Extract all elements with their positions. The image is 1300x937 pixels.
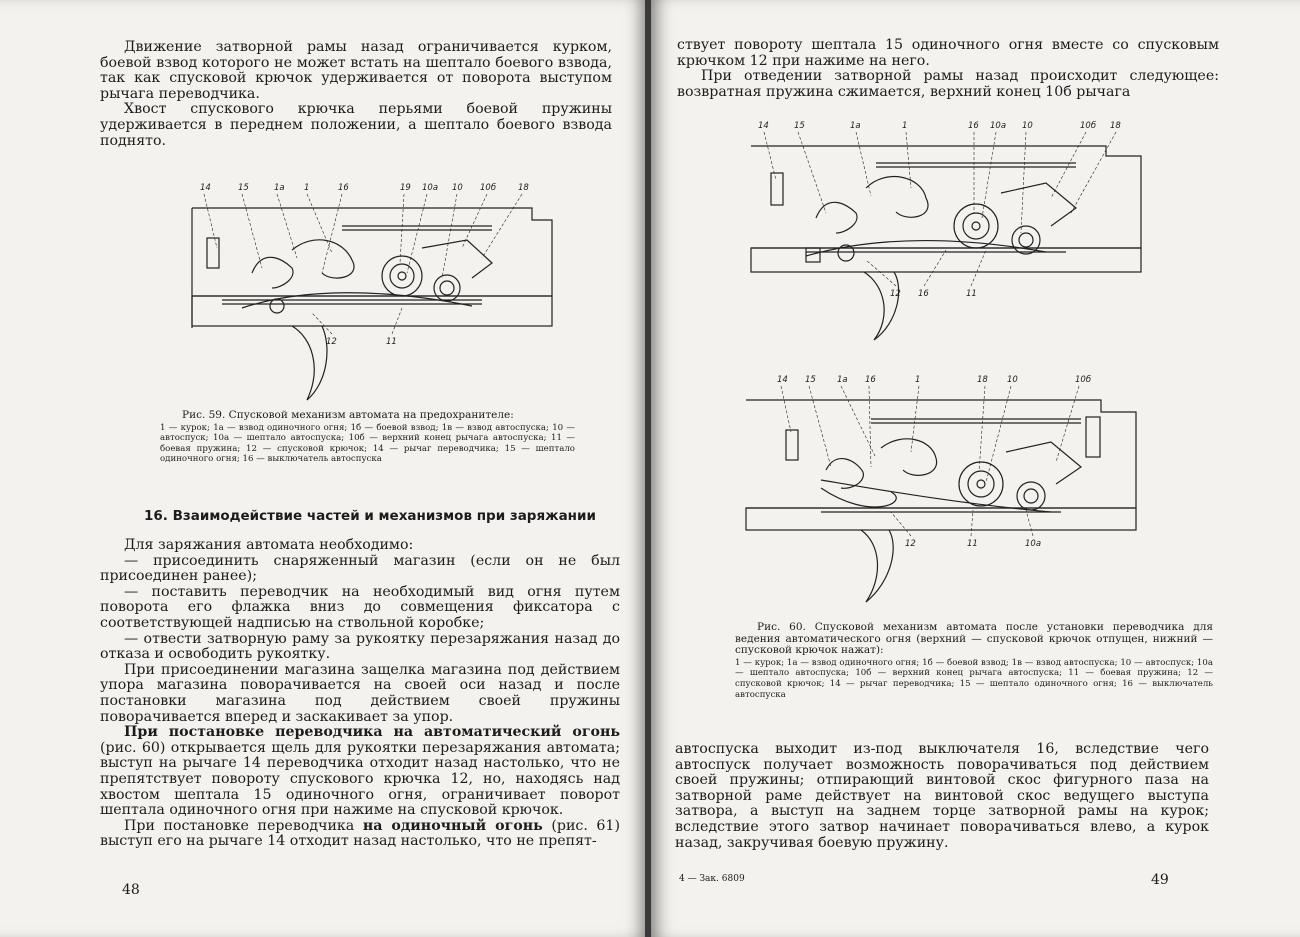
right-page: [651, 0, 1300, 937]
fig60-bottom-label: 10: [1007, 375, 1018, 385]
fig60-top-label: 1а: [850, 121, 861, 131]
single-fire-a: При постановке переводчика: [124, 817, 363, 834]
fig60-bottom-label: 1: [915, 375, 921, 385]
right-para-1: ствует повороту шептала 15 одиночного огня вместе со спусковым крючком 12 при нажиме на него.: [677, 37, 1219, 69]
loading-step-3: — отвести затворную раму за рукоятку перезаряжания назад до отказа и освободить рукоятку.: [100, 630, 620, 663]
right-top-text: [677, 38, 1219, 100]
auto-fire-lead: При постановке переводчика на автоматический огонь: [124, 724, 620, 741]
left-top-text: [100, 40, 612, 149]
fig60-top-label: 10: [1022, 121, 1033, 131]
figure-60-caption-legend: 1 — курок; 1а — взвод одиночного огня; 1б — боевой взвод; 1в — взвод автоспуска; 10 — автоспуск; 10а — шептало автоспуска; 10б — верхний конец рычага автоспуска; 11 — боевая пружина; 12 — спусковой крючок; 14 — рычаг переводчика; 15 — шептало одиночного огня; 16 — выключатель автоспуска: [735, 657, 1213, 700]
fig59-label: 12: [326, 337, 337, 347]
loading-step-1: — присоединить снаряженный магазин (если он не был присоединен ранее);: [100, 552, 620, 585]
fig60-top-label: 10б: [1080, 121, 1097, 131]
figure-60-caption-title: Рис. 60. Спусковой механизм автомата после установки переводчика для ведения автоматического огня (верхний — спусковой крючок отпущен, нижний — спусковой крючок нажат):: [735, 621, 1213, 657]
figure-59-caption-legend: 1 — курок; 1а — взвод одиночного огня; 1б — боевой взвод; 1в — взвод автоспуска; 10 — автоспуск; 10а — шептало автоспуска; 10б — верхний конец рычага автоспуска; 11 — боевая пружина; 12 — спусковой крючок; 14 — рычаг переводчика; 15 — шептало одиночного огня; 16 — выключатель автоспуска: [160, 422, 575, 465]
figure-60-caption: [735, 622, 1213, 700]
right-para-2: При отведении затворной рамы назад происходит следующее: возвратная пружина сжимается, верхний конец 10б рычага: [677, 68, 1219, 100]
fig60-bottom-label: 14: [777, 375, 788, 385]
fig60-top-label: 16: [918, 289, 929, 299]
left-para-1: Движение затворной рамы назад ограничивается курком, боевой взвод которого не может встать на шептало боевого взвода, так как спусковой крючок удерживается от поворота выступом рычага переводчика.: [100, 39, 612, 102]
fig59-label: 1: [304, 183, 310, 193]
right-bottom-text: [675, 742, 1209, 851]
fig59-label: 15: [238, 183, 249, 193]
loading-step-2: — поставить переводчик на необходимый вид огня путем поворота его флажка вниз до совмещения фиксатора с соответствующей надписью на ствольной коробке;: [100, 583, 620, 631]
left-page: [0, 0, 647, 937]
fig60-top-label: 18: [1110, 121, 1121, 131]
print-signature: 4 — Зак. 6809: [679, 874, 745, 884]
fig60-bottom-label: 18: [977, 375, 988, 385]
auto-fire-body: (рис. 60) открывается щель для рукоятки перезаряжания автомата; выступ на рычаге 14 переводчика отходит назад настолько, что не препятствует повороту спускового крючка 12, но, находясь над хвостом шептала 15 одиночного огня, ограничивает поворот шептала одиночного огня при нажиме на спусковой крючок.: [100, 739, 620, 819]
fig60-bottom-label: 10а: [1025, 539, 1042, 549]
single-fire-b: на одиночный огонь: [362, 817, 543, 834]
fig60-bottom-label: 15: [805, 375, 816, 385]
fig60-top-label: 11: [966, 289, 977, 299]
fig60-top-label: 10а: [990, 121, 1007, 131]
fig60-top-label: 14: [758, 121, 769, 131]
single-fire-paragraph: [100, 819, 620, 850]
section-heading: 16. Взаимодействие частей и механизмов при заряжании: [144, 508, 596, 524]
fig59-label: 10б: [480, 183, 497, 193]
fig59-label: 19: [400, 183, 411, 193]
fig60-top-label: 12: [890, 289, 901, 299]
fig59-label: 10а: [422, 183, 439, 193]
fig59-label: 1а: [274, 183, 285, 193]
figure-60-top-diagram: [746, 118, 1146, 348]
fig60-bottom-label: 10б: [1075, 375, 1092, 385]
fig59-label: 10: [452, 183, 463, 193]
page-number-left: 48: [122, 882, 140, 898]
right-para-3: автоспуска выходит из-под выключателя 16, вследствие чего автоспуск получает возможность поворачиваться под действием своей пружины; отпирающий винтовой скос фигурного паза на затворной раме действует на винтовой скос ведущего выступа затвора, а выступ на заднем торце затворной рамы на курок; вследствие этого затвор начинает поворачиваться влево, а курок назад, закручивая боевую пружину.: [675, 741, 1209, 851]
fig60-top-label: 1: [902, 121, 908, 131]
figure-60-bottom-diagram: [741, 372, 1141, 612]
fig60-bottom-label: 16: [865, 375, 876, 385]
left-body-text: [100, 538, 620, 850]
fig60-bottom-label: 11: [967, 539, 978, 549]
fig60-top-label: 15: [794, 121, 805, 131]
fig59-label: 16: [338, 183, 349, 193]
left-para-2: Хвост спускового крючка перьями боевой пружины удерживается в переднем положении, а шептало боевого взвода поднято.: [100, 101, 612, 149]
fig60-bottom-label: 1а: [837, 375, 848, 385]
fig60-top-label: 16: [968, 121, 979, 131]
single-fire-c: (рис. 61) выступ его на рычаге 14 отходит назад настолько, что не препят-: [100, 817, 620, 850]
fig59-label: 18: [518, 183, 529, 193]
auto-fire-paragraph: [100, 725, 620, 819]
fig59-label: 11: [386, 337, 397, 347]
fig59-label: 14: [200, 183, 211, 193]
intro-paragraph: Для заряжания автомата необходимо:: [124, 537, 414, 553]
figure-59-diagram: [182, 178, 562, 418]
fig60-bottom-label: 12: [905, 539, 916, 549]
figure-59-caption: [160, 410, 575, 465]
page-number-right: 49: [1151, 872, 1169, 888]
magazine-paragraph: При присоединении магазина защелка магазина под действием упора магазина поворачивается на своей оси назад и после постановки магазина под действием своей пружины поворачивается вперед и заскакивает за упор.: [100, 661, 620, 725]
figure-59-caption-title: Рис. 59. Спусковой механизм автомата на предохранителе:: [182, 409, 514, 421]
